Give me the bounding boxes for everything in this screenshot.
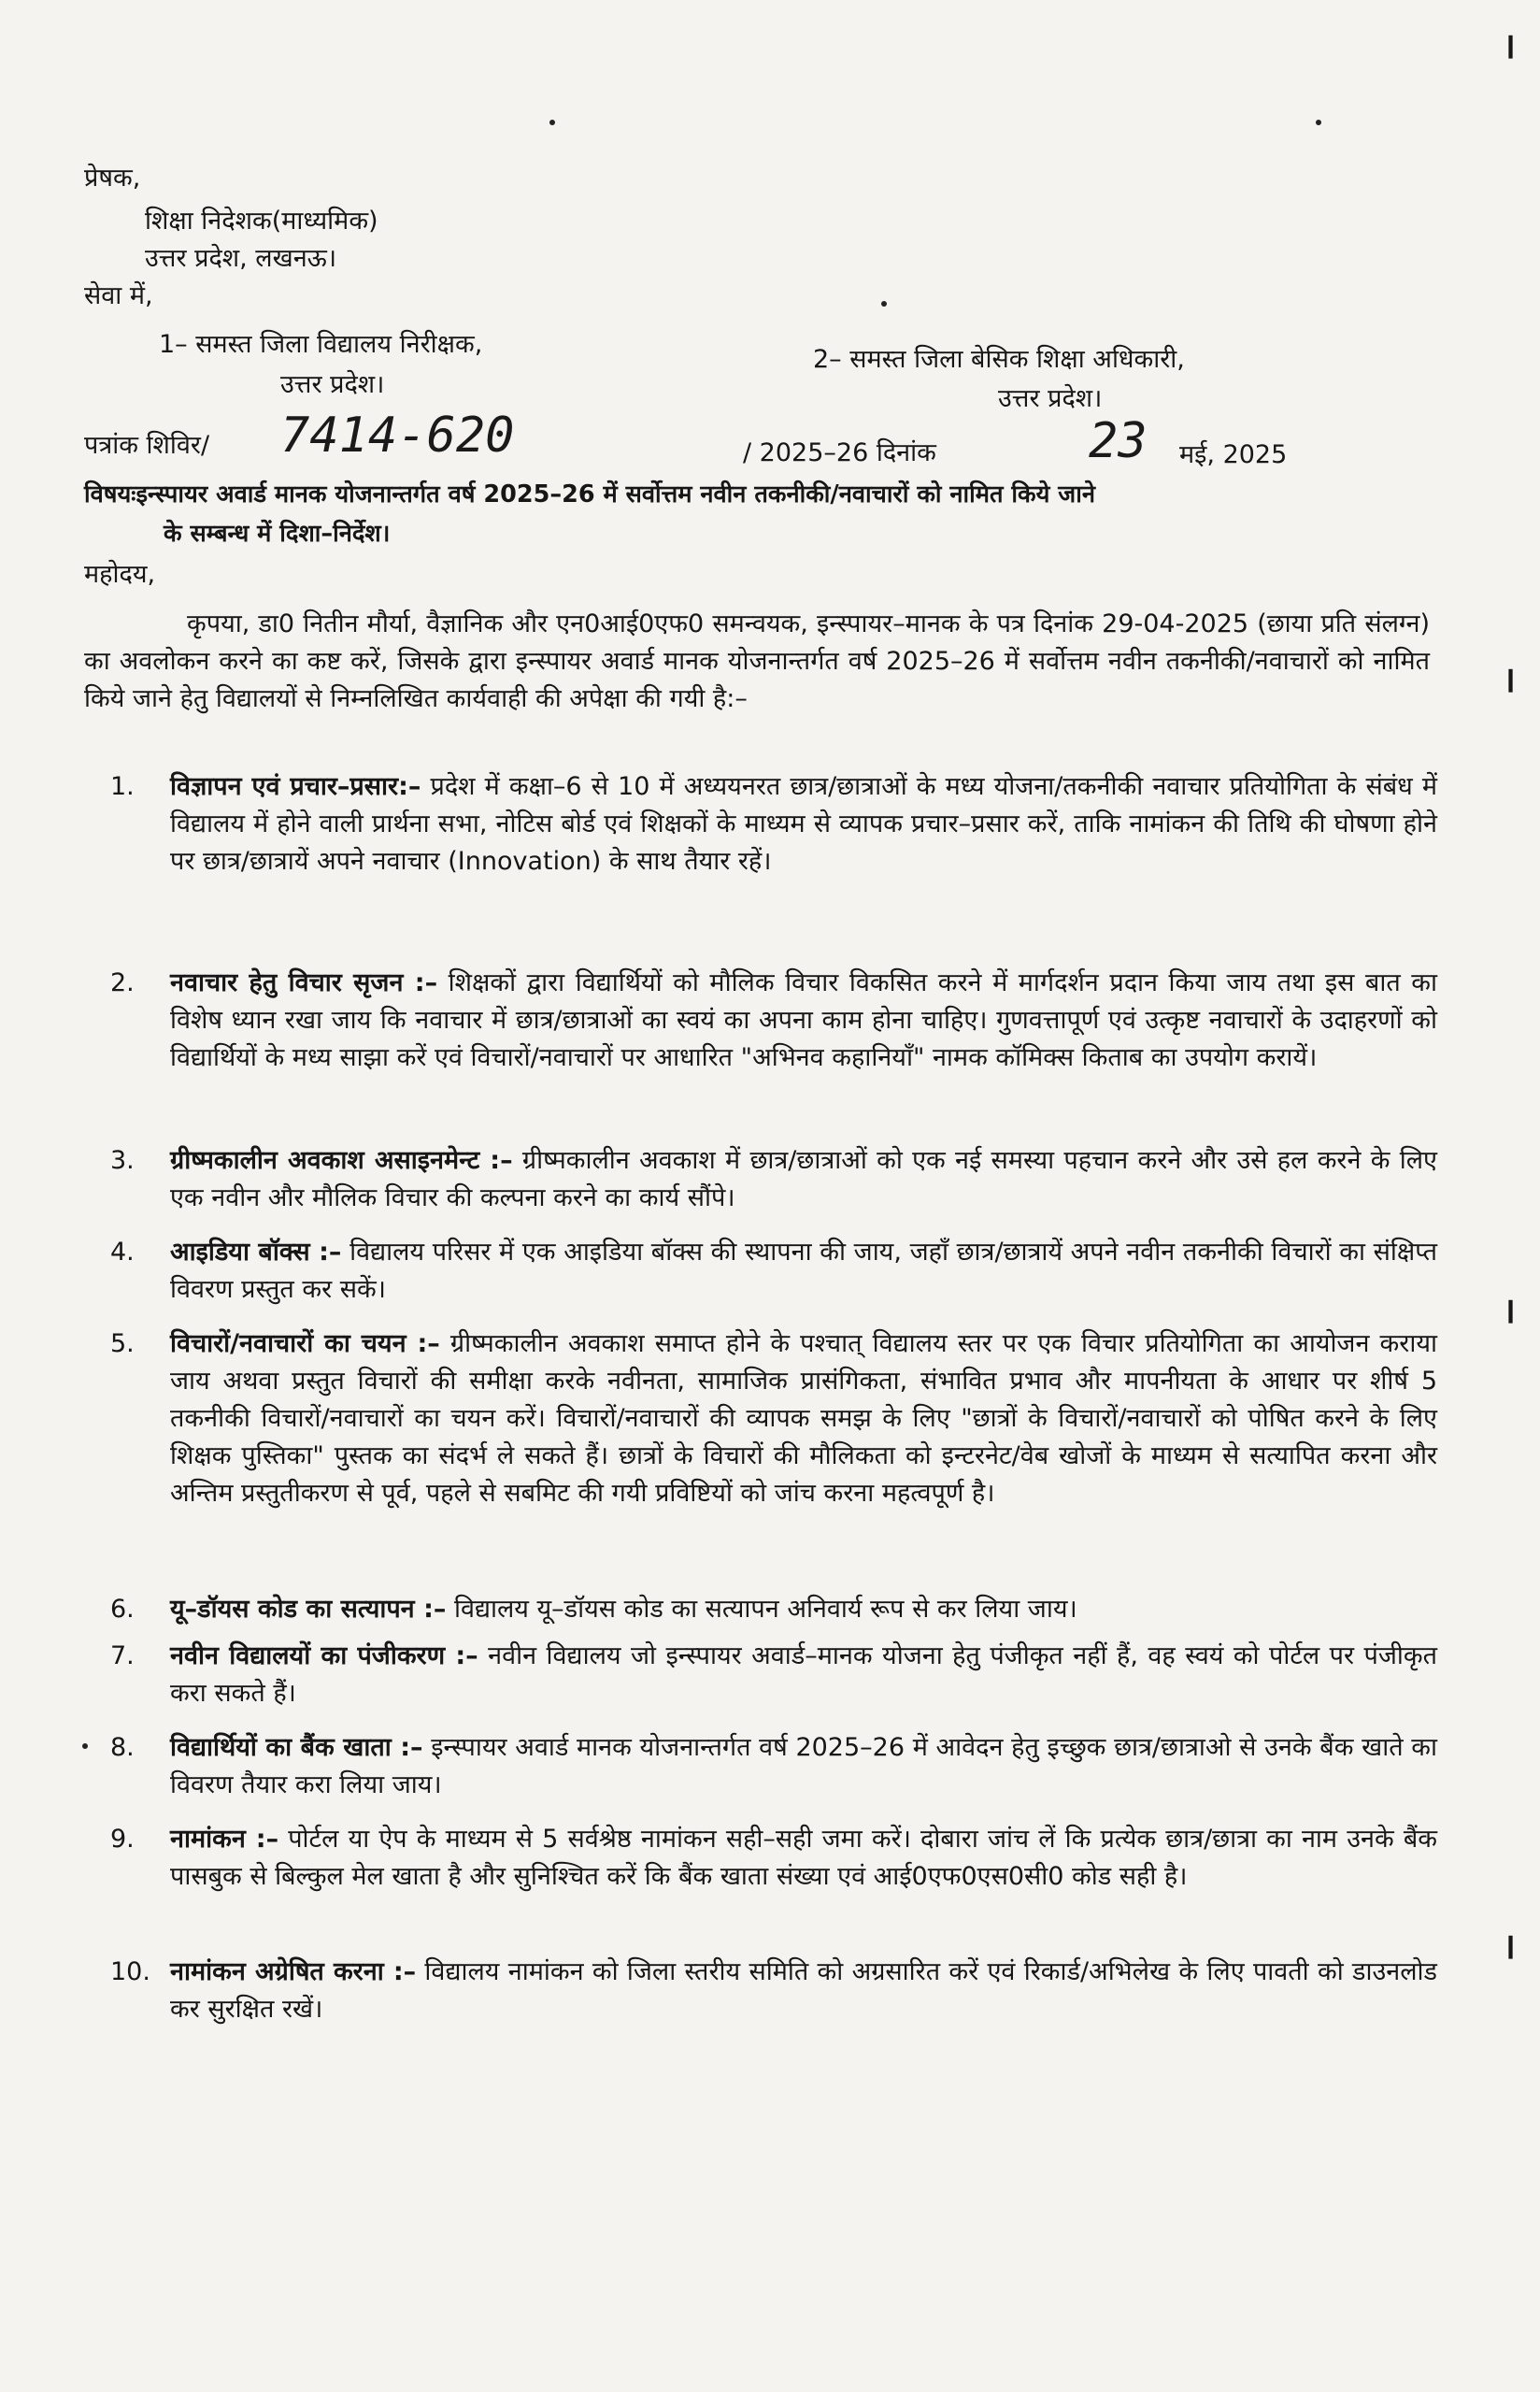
item-text: पोर्टल या ऐप के माध्यम से 5 सर्वश्रेष्ठ नामांकन सही–सही जमा करें। दोबारा जांच लें कि प्रत्येक छात्र/छात्रा का नाम उनके बैंक पासबुक से बिल्कुल मेल खाता है और सुनिश्चित करें कि बैंक खाता संख्या एवं आई0एफ0एस0सी0 कोड सही है। [170,1825,1437,1891]
recipient-1-title: 1– समस्त जिला विद्यालय निरीक्षक, [159,330,483,359]
letter-ref-prefix: पत्रांक शिविर/ [84,431,210,460]
item-title: नामांकन :– [170,1825,279,1854]
item-number: 8. [110,1733,135,1762]
scan-speck [549,120,555,125]
handwritten-day: 23 [1089,413,1148,469]
subject-line-1: विषयःइन्स्पायर अवार्ड मानक योजनान्तर्गत वर्ष 2025–26 में सर्वोत्तम नवीन तकनीकी/नवाचारों को नामित किये जाने [84,480,1095,508]
item-text: विद्यालय यू–डॉयस कोड का सत्यापन अनिवार्य रूप से कर लिया जाय। [446,1595,1077,1624]
item-title: नामांकन अग्रेषित करना :– [170,1957,417,1986]
list-item [110,1954,1437,2028]
recipient-2-title: 2– समस्त जिला बेसिक शिक्षा अधिकारी, [813,345,1185,374]
item-title: नवीन विद्यालयों का पंजीकरण :– [170,1641,478,1670]
item-title: आइडिया बॉक्स :– [170,1238,342,1267]
item-text: ग्रीष्मकालीन अवकाश समाप्त होने के पश्चात् विद्यालय स्तर पर एक विचार प्रतियोगिता का आयोजन कराया जाय अथवा प्रस्तुत विचारों की समीक्षा करके नवीनता, सामाजिक प्रासंगिकता, संभावित प्रभाव और मापनीयता के आधार पर शीर्ष 5 तकनीकी विचारों/नवाचारों का चयन करें। विचारों/नवाचारों की व्यापक समझ के लिए "छात्रों के विचारों/नवाचारों को पोषित करने के लिए शिक्षक पुस्तिका" पुस्तक का संदर्भ ले सकते हैं। छात्रों के विचारों की मौलिकता को इन्टरनेट/वेब खोजों के माध्यम से सत्यापित करना और अन्तिम प्रस्तुतीकरण से पूर्व, पहले से सबमिट की गयी प्रविष्टियों को जांच करना महत्वपूर्ण है। [170,1329,1437,1508]
item-number: 7. [110,1641,135,1670]
item-number: 9. [110,1825,135,1854]
scan-speck [82,1743,88,1749]
list-item [110,1821,1437,1896]
sender-designation: शिक्षा निदेशक(माध्यमिक) [145,207,378,236]
item-text: इन्स्पायर अवार्ड मानक योजनान्तर्गत वर्ष 2025–26 में आवेदन हेतु इच्छुक छात्र/छात्राओ से उनके बैंक खाते का विवरण तैयार करा लिया जाय। [170,1733,1437,1799]
recipient-1-location: उत्तर प्रदेश। [280,370,385,399]
sender-location: उत्तर प्रदेश, लखनऊ। [145,244,337,273]
subject-line-2: के सम्बन्ध में दिशा–निर्देश। [164,520,391,548]
item-number: 10. [110,1957,150,1986]
list-item [110,1729,1437,1804]
handwritten-letter-number: 7414-620 [280,408,515,464]
item-title: ग्रीष्मकालीन अवकाश असाइनमेन्ट :– [170,1146,513,1175]
item-text: शिक्षकों द्वारा विद्यार्थियों को मौलिक विचार विकसित करने में मार्गदर्शन प्रदान किया जाय तथा इस बात का विशेष ध्यान रखा जाय कि नवाचार में छात्र/छात्राओं का स्वयं का अपना काम होना चाहिए। गुणवत्तापूर्ण एवं उत्कृष्ट नवाचारों के उदाहरणों को विद्यार्थियों के मध्य साझा करें एवं विचारों/नवाचारों पर आधारित "अभिनव कहानियाँ" नामक कॉमिक्स किताब का उपयोग करायें। [170,968,1437,1072]
letter-ref-session: / 2025–26 दिनांक [743,438,936,467]
item-title: यू–डॉयस कोड का सत्यापन :– [170,1595,447,1624]
item-number: 6. [110,1595,135,1624]
item-text: विद्यालय परिसर में एक आइडिया बॉक्स की स्थापना की जाय, जहाँ छात्र/छात्रायें अपने नवीन तकनीकी विचारों का संक्षिप्त विवरण प्रस्तुत कर सकें। [170,1238,1437,1304]
item-number: 3. [110,1146,135,1175]
item-title: विचारों/नवाचारों का चयन :– [170,1329,440,1358]
list-item [110,1591,1437,1628]
list-item [110,1234,1437,1309]
list-item [110,1142,1437,1217]
item-number: 4. [110,1238,135,1267]
intro-paragraph: कृपया, डा0 नितीन मौर्या, वैज्ञानिक और एन0आई0एफ0 समन्वयक, इन्स्पायर–मानक के पत्र दिनांक 29-04-2025 (छाया प्रति संलग्न) का अवलोकन करने का कष्ट करें, जिसके द्वारा इन्स्पायर अवार्ड मानक योजनान्तर्गत वर्ष 2025–26 में सर्वोत्तम नवीन तकनीकी/नवाचारों को नामित किये जाने हेतु विद्यालयों से निम्नलिखित कार्यवाही की अपेक्षा की गयी है:– [84,609,1430,713]
list-item [110,1325,1437,1512]
to-label: सेवा में, [84,281,153,310]
item-title: विद्यार्थियों का बैंक खाता :– [170,1733,423,1762]
item-number: 5. [110,1329,135,1358]
item-text: विद्यालय नामांकन को जिला स्तरीय समिति को अग्रसारित करें एवं रिकार्ड/अभिलेख के लिए पावती को डाउनलोड कर सुरक्षित रखें। [170,1957,1437,2024]
margin-mark: । [1502,659,1516,700]
list-item [110,768,1437,881]
item-text: ग्रीष्मकालीन अवकाश में छात्र/छात्राओं को एक नई समस्या पहचान करने और उसे हल करने के लिए एक नवीन और मौलिक विचार की कल्पना करने का कार्य सौंपे। [170,1146,1437,1212]
scan-speck [881,301,887,307]
letter-date-suffix: मई, 2025 [1179,440,1288,469]
salutation: महोदय, [84,560,156,589]
item-number: 1. [110,772,135,801]
item-number: 2. [110,968,135,997]
list-item [110,1638,1437,1712]
recipient-2-location: उत्तर प्रदेश। [998,384,1103,413]
margin-mark: । [1502,1926,1516,1967]
item-title: नवाचार हेतु विचार सृजन :– [170,968,438,997]
scan-speck [1316,120,1321,125]
sender-label: प्रेषक, [84,164,141,193]
item-title: विज्ञापन एवं प्रचार–प्रसार:– [170,772,421,801]
list-item [110,965,1437,1077]
margin-mark: । [1502,1290,1516,1331]
item-text: नवीन विद्यालय जो इन्स्पायर अवार्ड–मानक योजना हेतु पंजीकृत नहीं हैं, वह स्वयं को पोर्टल पर पंजीकृत करा सकते हैं। [170,1641,1437,1708]
margin-mark: । [1502,25,1516,66]
item-text: प्रदेश में कक्षा–6 से 10 में अध्ययनरत छात्र/छात्राओं के मध्य योजना/तकनीकी नवाचार प्रतियोगिता के संबंध में विद्यालय में होने वाली प्रार्थना सभा, नोटिस बोर्ड एवं शिक्षकों के माध्यम से व्यापक प्रचार–प्रसार करें, ताकि नामांकन की तिथि की घोषणा होने पर छात्र/छात्रायें अपने नवाचार (Innovation) के साथ तैयार रहें। [170,772,1437,876]
